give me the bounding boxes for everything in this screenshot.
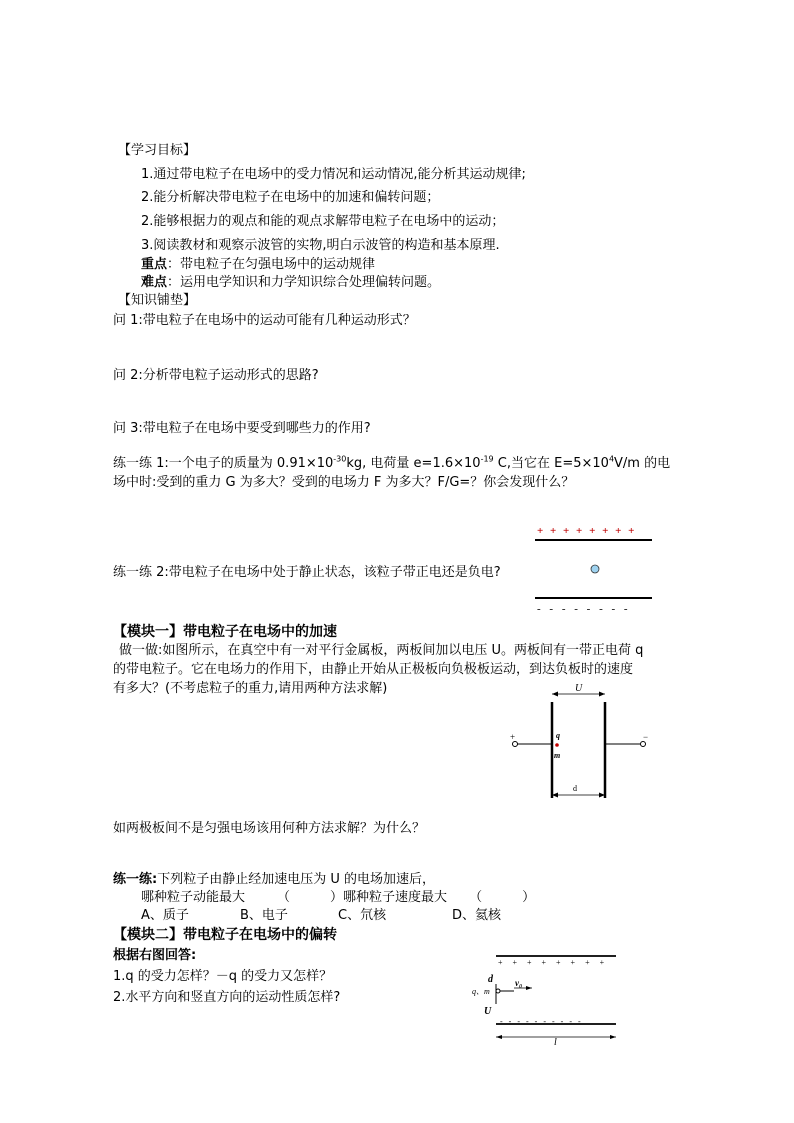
distance-label: d xyxy=(488,974,493,985)
charge-mass-label: q、m xyxy=(472,987,490,996)
plus-sign: + xyxy=(510,732,516,742)
objective-item: 3.阅读教材和观察示波管的实物,明白示波管的构造和基本原理. xyxy=(141,238,500,253)
objective-item: 2.能分析解决带电粒子在电场中的加速和偏转问题； xyxy=(141,190,440,205)
difficult-point-label: 难点 xyxy=(141,275,168,290)
option-c: C、氘核 xyxy=(338,908,387,923)
difficult-point-text: ：运用电学知识和力学知识综合处理偏转问题。 xyxy=(167,275,441,290)
exercise-question-1: 哪种粒子动能最大 xyxy=(141,890,246,905)
key-point-text: ：带电粒子在匀强电场中的运动规律 xyxy=(167,257,376,272)
distance-label: d xyxy=(573,784,577,793)
exercise-2: 练一练 2:带电粒子在电场中处于静止状态，该粒子带正电还是负电? xyxy=(113,565,501,580)
negative-terminal xyxy=(641,742,646,747)
objective-item: 1.通过带电粒子在电场中的受力情况和运动情况,能分析其运动规律; xyxy=(141,167,526,182)
velocity-label: v₀ xyxy=(515,978,523,988)
minus-sign: − xyxy=(643,732,649,742)
negative-charges-label: - - - - - - - - - - xyxy=(500,1017,583,1026)
particle xyxy=(496,989,500,993)
module-2-question-1: 1.q 的受力怎样？－q 的受力又怎样？ xyxy=(113,969,333,984)
acceleration-figure xyxy=(505,682,680,804)
knowledge-heading: 【知识铺垫】 xyxy=(118,293,197,308)
key-point-label: 重点 xyxy=(141,257,168,272)
exercise-1-line-1: 练一练 1:一个电子的质量为 $0.91\times 10^{-30}kg$, 电荷量 $e=1.6\times 10^{-19}$ C,当它在 $E=5\times 10^4V/m$ 的电 xyxy=(113,454,671,471)
option-a: A、质子 xyxy=(141,908,189,923)
question-1: 问 1:带电粒子在电场中的运动可能有几种运动形式？ xyxy=(113,313,416,328)
question-3: 问 3:带电粒子在电场中要受到哪些力的作用? xyxy=(113,421,371,436)
positive-charges-label: + + + + + + + + xyxy=(498,958,609,967)
exercise-label: 练一练: xyxy=(113,872,158,887)
positive-charges-label: + + + + + + + + xyxy=(537,525,637,537)
option-d: D、氦核 xyxy=(452,908,502,923)
voltage-label: U xyxy=(484,1006,492,1017)
module-1-exercise-questions: 哪种粒子动能最大 （ ）哪种粒子速度最大 （ ） xyxy=(141,890,536,905)
voltage-label: U xyxy=(575,683,583,694)
charged-particle xyxy=(591,565,599,573)
objectives-heading: 【学习目标】 xyxy=(118,143,197,158)
module-1-line: 做一做:如图所示，在真空中有一对平行金属板，两板间加以电压 U。两板间有一带正电荷 q xyxy=(119,643,644,658)
module-1-exercise: 练一练:下列粒子由静止经加速电压为 U 的电场加速后， xyxy=(113,872,435,887)
difficult-point xyxy=(141,275,440,291)
module-2-subheading: 根据右图回答: xyxy=(113,948,197,963)
exercise-1-line-2: 场中时:受到的重力 G 为多大？受到的电场力 F 为多大？F/G=？你会发现什么？ xyxy=(113,475,575,490)
module-2-question-2: 2.水平方向和竖直方向的运动性质怎样? xyxy=(113,990,341,1005)
positive-terminal xyxy=(513,742,518,747)
mass-label: m xyxy=(554,751,561,760)
objective-item: 2.能够根据力的观点和能的观点求解带电粒子在电场中的运动； xyxy=(141,214,505,229)
module-2-heading: 【模块二】带电粒子在电场中的偏转 xyxy=(113,927,337,943)
module-1-line: 有多大？(不考虑粒子的重力,请用两种方法求解) xyxy=(113,681,388,696)
length-label: l xyxy=(554,1037,557,1048)
question-2: 问 2:分析带电粒子运动形式的思路? xyxy=(113,368,319,383)
static-particle-figure xyxy=(530,524,660,614)
exercise-question-2: 哪种粒子速度最大 xyxy=(343,890,448,905)
particle xyxy=(555,743,559,747)
option-b: B、电子 xyxy=(240,908,288,923)
module-1-heading: 【模块一】带电粒子在电场中的加速 xyxy=(113,624,337,640)
module-1-question: 如两极板间不是匀强电场该用何种方法求解？为什么？ xyxy=(113,821,426,836)
deflection-figure xyxy=(468,952,628,1047)
key-point xyxy=(141,257,375,273)
module-1-line: 的带电粒子。它在电场力的作用下，由静止开始从正极板向负极板运动，到达负板时的速度 xyxy=(113,662,634,677)
negative-charges-label: - - - - - - - - xyxy=(537,603,631,615)
charge-label: q xyxy=(556,731,560,740)
